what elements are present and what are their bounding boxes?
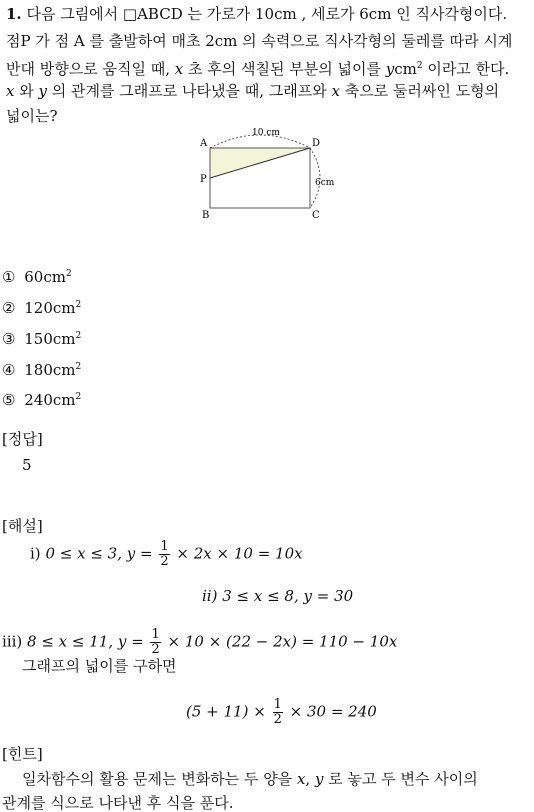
problem-text-4a: 와 [14,82,39,100]
problem-text-3c: 이라고 한다. [422,60,510,78]
var-y: y [38,82,47,100]
problem-text-5: 넓이는? [6,107,58,125]
problem-line-3: 반대 방향으로 움직일 때, x 초 후의 색칠된 부분의 넓이를 ycm$^2$ 이라고 한다. [6,60,510,78]
answer-value: 5 [22,456,32,474]
choice-sup: 2 [75,392,82,402]
var-x: x [6,82,15,100]
solution-heading: [해설] [2,517,43,535]
problem-number: 1. [6,5,22,23]
fraction-half: $\frac{1}{2}$ [160,539,169,569]
label-c: C [312,210,320,221]
choice-marker: ① [2,268,16,286]
choice-sup: 2 [65,269,72,279]
hint-line-1 [22,770,478,788]
problem-text-1: 다음 그림에서 □ABCD 는 가로가 10cm , 세로가 6cm 인 직사각형이다. [26,5,508,23]
var-x: x [331,82,340,100]
label-b: B [202,210,210,221]
problem-text-3a: 반대 방향으로 움직일 때, [6,60,175,78]
case-range: 8 ≤ x ≤ 11, y = [27,632,144,651]
var-y: y [385,60,395,78]
choice-value: 180cm [24,361,76,379]
hint-line-2: 관계를 식으로 나타낸 후 식을 푼다. [2,794,234,812]
label-p: P [200,174,207,185]
height-label: 6cm [315,178,335,188]
answer-heading: [정답] [2,430,43,448]
hint-text-1a: 일차함수의 활용 문제는 변화하는 두 양을 [22,770,297,788]
area-expression [186,698,377,727]
choice-marker: ② [2,299,16,317]
choice-3[interactable] [2,327,81,348]
rectangle-figure [190,122,350,227]
hint-heading: [힌트] [2,745,43,763]
var-x: x [174,60,184,78]
solution-case-2 [202,587,353,605]
fraction-half: $\frac{1}{2}$ [151,627,160,657]
var-x: x [296,770,306,788]
hint-text-1b: , [305,770,315,788]
problem-text-4b: 의 관계를 그래프로 나타냈을 때, 그래프와 [46,82,332,100]
case-label: i) [30,544,41,563]
problem-text-3b: 초 후의 색칠된 부분의 넓이를 [183,60,386,78]
case-expression: × 10 × (22 − 2x) = 110 − 10x [167,632,398,651]
fraction-half: $\frac{1}{2}$ [273,697,282,727]
case-expression: × 2x × 10 = 10x [176,544,303,563]
choice-marker: ③ [2,330,16,348]
choice-value: 150cm [24,330,76,348]
choice-sup: 2 [75,331,82,341]
choice-4[interactable] [2,358,81,379]
unit-cm: cm [394,60,417,78]
problem-text-2: 점P 가 점 A 를 출발하여 매초 2cm 의 속력으로 직사각형의 둘레를 따라 시계 [6,32,513,50]
label-a: A [200,138,208,149]
choice-marker: ⑤ [2,391,16,409]
problem-line-5 [6,107,58,125]
case-range: 0 ≤ x ≤ 3, y = [45,544,153,563]
area-post: × 30 = 240 [289,702,377,721]
choice-sup: 2 [75,300,82,310]
problem-line-4 [6,82,499,100]
hint-text-1c: 로 놓고 두 변수 사이의 [323,770,478,788]
problem-line-1 [6,5,507,23]
area-pre: (5 + 11) × [186,702,266,721]
width-label: 10 cm [252,128,280,138]
choice-value: 120cm [24,299,76,317]
var-y: y [314,770,324,788]
choice-sup: 2 [75,362,82,372]
problem-line-2 [6,32,512,50]
label-d: D [312,138,321,149]
problem-text-4c: 축으로 둘러싸인 도형의 [339,82,500,100]
choice-marker: ④ [2,361,16,379]
choice-5[interactable] [2,388,81,409]
solution-case-3 [2,628,397,657]
case-expression: ii) 3 ≤ x ≤ 8, y = 30 [202,587,354,605]
choice-1[interactable] [2,265,72,286]
choice-value: 60cm [24,268,66,286]
case-label: iii) [2,632,23,651]
choice-2[interactable] [2,296,81,317]
solution-case-1 [30,540,303,569]
area-intro: 그래프의 넓이를 구하면 [22,657,177,675]
choice-value: 240cm [24,391,76,409]
